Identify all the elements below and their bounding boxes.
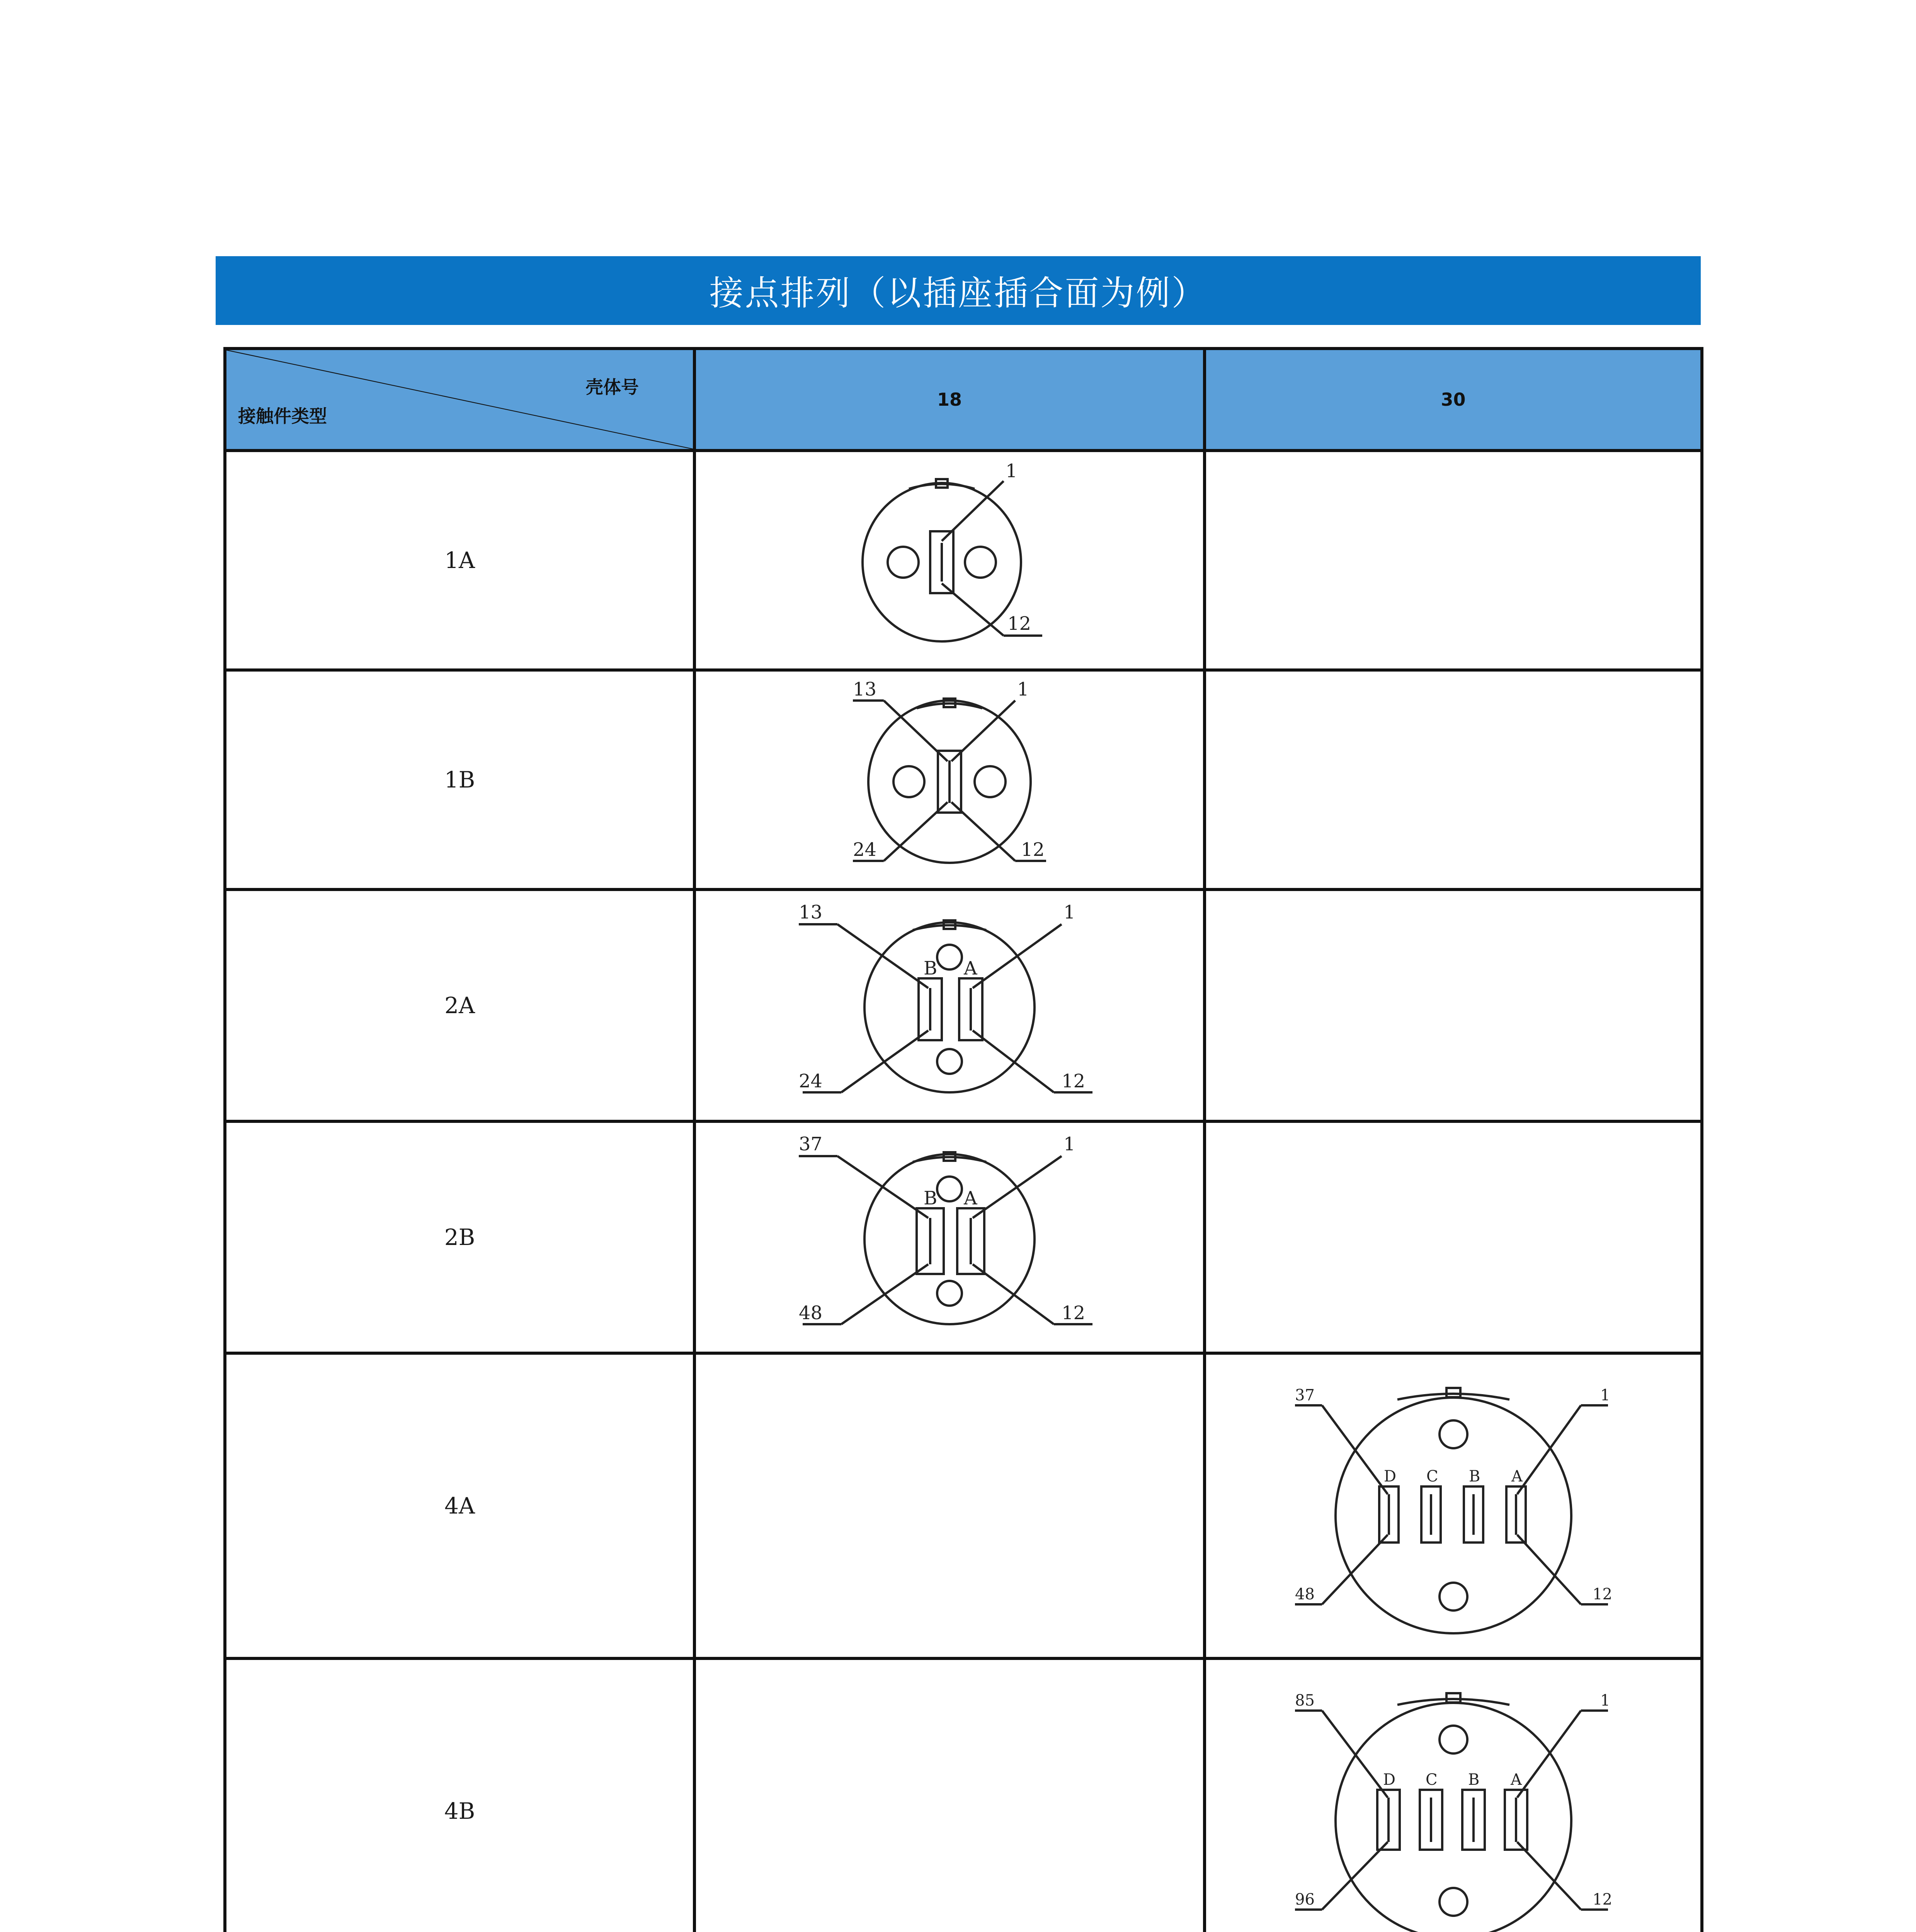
diagram-label: C [1425, 1771, 1438, 1789]
diagonal-line [226, 350, 693, 449]
contact-type-cell: 4B [225, 1658, 694, 1932]
diagram-label: 1 [1017, 679, 1029, 700]
contact-diagram-2b [776, 1123, 1123, 1351]
diagram-label: 1 [1600, 1692, 1610, 1709]
diagram-label: 24 [853, 839, 877, 861]
table-row [225, 1121, 1702, 1353]
diagram-label: A [1510, 1771, 1522, 1789]
contact-diagram-4a [1268, 1357, 1639, 1655]
diagram-label: A [964, 957, 977, 979]
contact-type-cell: 1A [225, 451, 694, 670]
diagram-label: 13 [853, 679, 877, 700]
diagram-label: B [924, 957, 938, 979]
diagram-label: 1 [1063, 901, 1075, 923]
diagram-label: 12 [1062, 1070, 1086, 1092]
contact-type-cell: 1B [225, 670, 694, 889]
empty-cell [1205, 1121, 1702, 1353]
table-row [225, 1353, 1702, 1658]
header-corner-cell [225, 349, 694, 451]
shell-size-label: 壳体号 [585, 377, 639, 398]
table-row [225, 889, 1702, 1121]
table-header-row [225, 349, 1702, 451]
diagram-cell [694, 451, 1205, 670]
contact-arrangement-table [223, 347, 1703, 1932]
contact-diagram-4b [1268, 1662, 1639, 1932]
empty-cell [694, 1658, 1205, 1932]
diagram-label: 12 [1021, 839, 1045, 861]
diagram-label: 48 [799, 1302, 823, 1324]
diagram-label: 37 [799, 1133, 823, 1155]
diagram-label: 1 [1063, 1133, 1075, 1155]
diagram-label: A [964, 1187, 977, 1209]
diagram-label: 12 [1592, 1585, 1612, 1603]
diagram-cell [694, 670, 1205, 889]
shell-size-header: 30 [1205, 349, 1702, 451]
diagram-label: 85 [1295, 1692, 1315, 1709]
contact-diagram-1a [826, 452, 1073, 668]
contact-diagram-1b [807, 672, 1092, 888]
empty-cell [1205, 889, 1702, 1121]
diagram-label: 1 [1600, 1386, 1610, 1404]
diagram-label: B [924, 1187, 938, 1209]
empty-cell [1205, 670, 1702, 889]
diagram-cell [1205, 1658, 1702, 1932]
diagram-label: 1 [1006, 460, 1018, 482]
diagram-cell [694, 1121, 1205, 1353]
contact-arrangement-title: 接点排列（以插座插合面为例） [709, 273, 1207, 313]
empty-cell [694, 1353, 1205, 1658]
diagram-cell [694, 889, 1205, 1121]
diagram-label: 13 [799, 901, 823, 923]
contact-diagram-2a [776, 891, 1123, 1119]
diagram-label: 12 [1007, 613, 1031, 634]
diagram-label: 24 [799, 1070, 823, 1092]
diagram-label: D [1383, 1468, 1396, 1485]
empty-cell [1205, 451, 1702, 670]
diagram-label: B [1468, 1771, 1479, 1789]
contact-type-cell: 2A [225, 889, 694, 1121]
diagram-label: D [1383, 1771, 1395, 1789]
contact-type-label: 接触件类型 [238, 406, 327, 427]
shell-size-header: 18 [694, 349, 1205, 451]
diagram-label: 48 [1295, 1585, 1315, 1603]
diagram-label: 37 [1295, 1386, 1315, 1404]
diagram-label: 12 [1592, 1891, 1612, 1908]
contact-arrangement-banner [216, 256, 1701, 325]
diagram-cell [1205, 1353, 1702, 1658]
contact-type-cell: 4A [225, 1353, 694, 1658]
diagram-label: 96 [1295, 1891, 1315, 1908]
diagram-label: C [1426, 1468, 1438, 1485]
table-row [225, 1658, 1702, 1932]
table-row [225, 451, 1702, 670]
contact-type-cell: 2B [225, 1121, 694, 1353]
table-row [225, 670, 1702, 889]
diagram-label: A [1511, 1468, 1523, 1485]
diagram-label: 12 [1062, 1302, 1086, 1324]
diagram-label: B [1468, 1468, 1480, 1485]
